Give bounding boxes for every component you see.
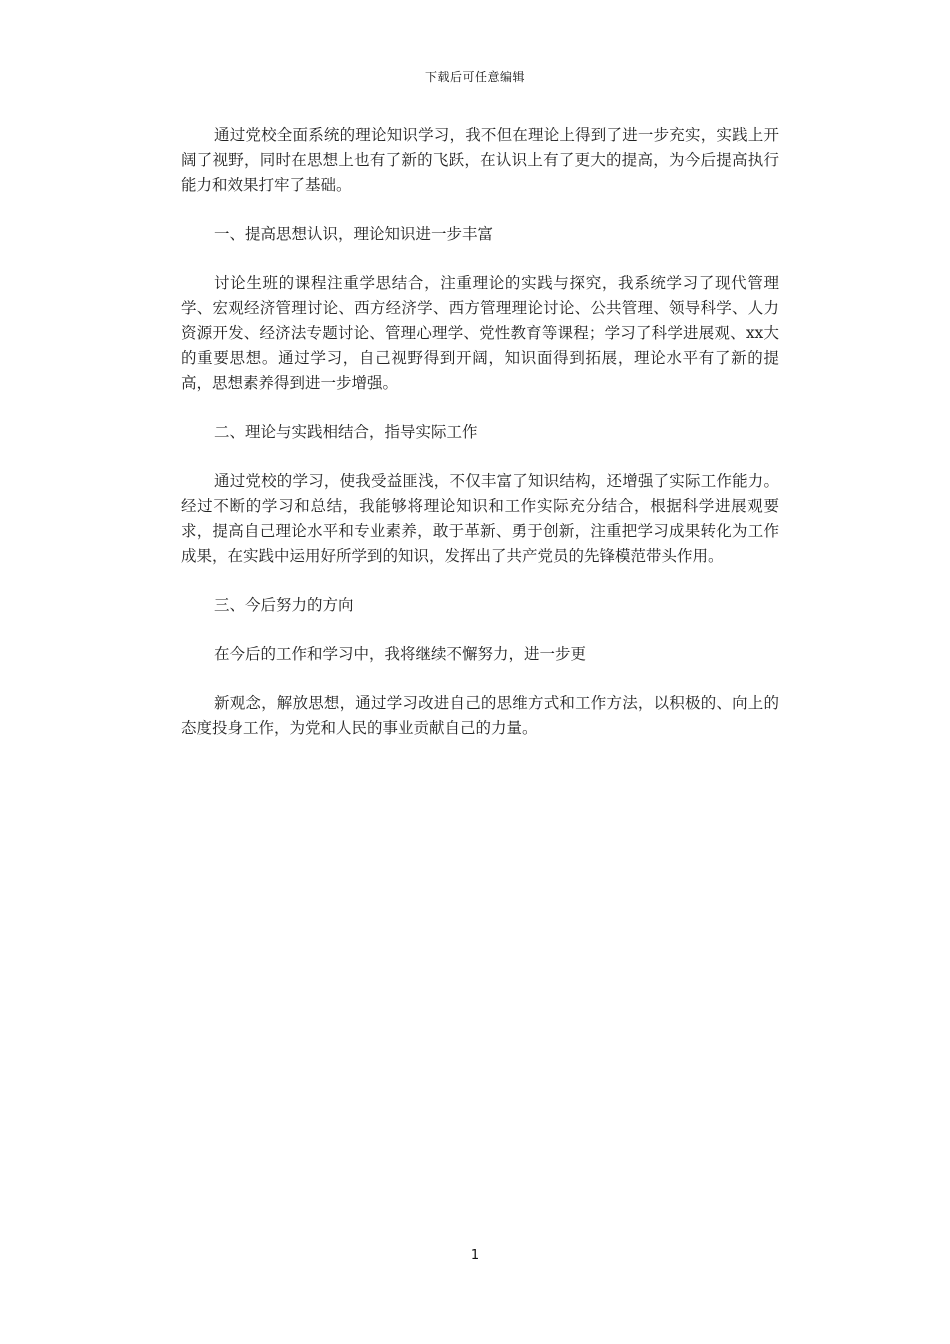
paragraph-section-1: 讨论生班的课程注重学思结合，注重理论的实践与探究，我系统学习了现代管理学、宏观经济管理讨论、西方经济学、西方管理理论讨论、公共管理、领导科学、人力资源开发、经济法专题讨论、管理心理学、党性教育等课程；学习了科学进展观、xx大的重要思想。通过学习，自己视野得到开阔，知识面得到拓展，理论水平有了新的提高，思想素养得到进一步增强。 (181, 274, 779, 392)
section-heading-2: 二、理论与实践相结合，指导实际工作 (214, 423, 478, 441)
section-heading-1: 一、提高思想认识，理论知识进一步丰富 (214, 225, 494, 243)
paragraph-section-2: 通过党校的学习，使我受益匪浅，不仅丰富了知识结构，还增强了实际工作能力。经过不断的学习和总结，我能够将理论知识和工作实际充分结合，根据科学进展观要求，提高自己理论水平和专业素养，敢于革新、勇于创新，注重把学习成果转化为工作成果，在实践中运用好所学到的知识，发挥出了共产党员的先锋模范带头作用。 (181, 472, 779, 565)
page-number: 1 (470, 1248, 480, 1263)
header-note: 下载后可任意编辑 (424, 70, 525, 84)
section-heading-3: 三、今后努力的方向 (214, 596, 354, 614)
paragraph-section-3a: 在今后的工作和学习中，我将继续不懈努力，进一步更 (214, 645, 587, 663)
document-body (181, 123, 779, 765)
paragraph-intro: 通过党校全面系统的理论知识学习，我不但在理论上得到了进一步充实，实践上开阔了视野，同时在思想上也有了新的飞跃，在认识上有了更大的提高，为今后提高执行能力和效果打牢了基础。 (181, 126, 779, 194)
paragraph-section-3b: 新观念，解放思想，通过学习改进自己的思维方式和工作方法，以积极的、向上的态度投身工作，为党和人民的事业贡献自己的力量。 (181, 694, 779, 737)
